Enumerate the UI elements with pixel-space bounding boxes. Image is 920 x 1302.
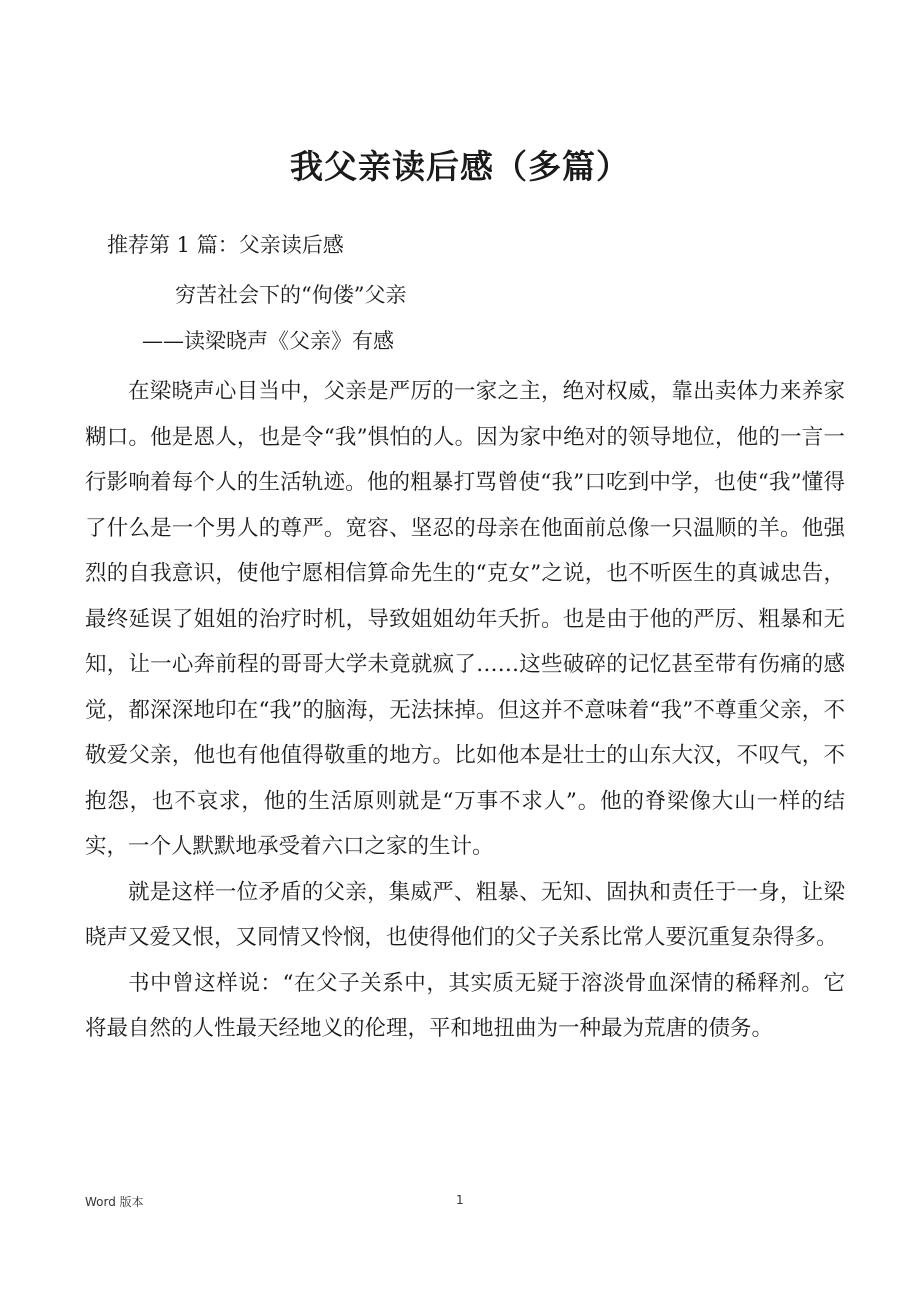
essay-byline: ——读梁晓声《父亲》有感 [142, 329, 394, 353]
essay-body [85, 369, 845, 1052]
footer-version-label: Word 版本 [85, 1195, 144, 1209]
paragraph-3: 书中曾这样说：“在父子关系中，其实质无疑于溶淡骨血深情的稀释剂。它将最自然的人性最天经地义的伦理，平和地扭曲为一种最为荒唐的债务。 [85, 970, 845, 1041]
recommend-heading: 推荐第 1 篇：父亲读后感 [107, 233, 344, 257]
paragraph-2: 就是这样一位矛盾的父亲，集威严、粗暴、无知、固执和责任于一身，让梁晓声又爱又恨，又同情又怜悯，也使得他们的父子关系比常人要沉重复杂得多。 [85, 879, 845, 950]
paragraph-1: 在梁晓声心目当中，父亲是严厉的一家之主，绝对权威，靠出卖体力来养家糊口。他是恩人，也是令“我”惧怕的人。因为家中绝对的领导地位，他的一言一行影响着每个人的生活轨迹。他的粗暴打骂曾使“我”口吃到中学，也使“我”懂得了什么是一个男人的尊严。宽容、坚忍的母亲在他面前总像一只温顺的羊。他强烈的自我意识，使他宁愿相信算命先生的“克女”之说，也不听医生的真诚忠告，最终延误了姐姐的治疗时机，导致姐姐幼年夭折。也是由于他的严厉、粗暴和无知，让一心奔前程的哥哥大学未竟就疯了……这些破碎的记忆甚至带有伤痛的感觉，都深深地印在“我”的脑海，无法抹掉。但这并不意味着“我”不尊重父亲，不敬爱父亲，他也有他值得敬重的地方。比如他本是壮士的山东大汉，不叹气，不抱怨，也不哀求，他的生活原则就是“万事不求人”。他的脊梁像大山一样的结实，一个人默默地承受着六口之家的生计。 [85, 379, 845, 859]
footer-page-number: 1 [456, 1193, 464, 1207]
page-title: 我父亲读后感（多篇） [290, 147, 630, 186]
essay-title: 穷苦社会下的“佝偻”父亲 [175, 283, 407, 307]
